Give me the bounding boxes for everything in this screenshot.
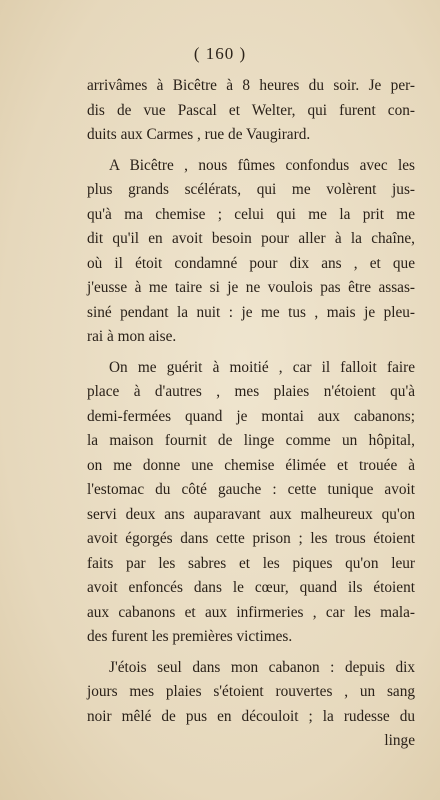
text-line: jours mes plaies s'étoient rouvertes , un sang [87,683,415,700]
text-line: siné pendant la nuit : je me tus , mais je pleu- [87,303,415,321]
text-line: avoit enfoncés dans le cœur, quand ils étoient [87,579,415,596]
text-line: j'eusse à me taire si je ne voulois pas être assas- [87,279,415,296]
paragraph [87,656,415,754]
text-line: servi deux ans auparavant aux malheureux qu'on [87,505,415,523]
text-line: place à d'autres , mes plaies n'étoient qu'à [87,383,415,400]
text-line: où il étoit condamné pour dix ans , et que [87,254,415,272]
text-line: dit qu'il en avoit besoin pour aller à la chaîne, [87,230,415,247]
text-line: duits aux Carmes , rue de Vaugirard. [87,126,311,143]
text-line: des furent les premières victimes. [87,628,293,645]
text-line: faits par les sabres et les piques qu'on leur [87,554,415,572]
text-line: dis de vue Pascal et Welter, qui furent con- [87,101,415,119]
page-number: ( 160 ) [193,44,247,63]
text-line: arrivâmes à Bicêtre à 8 heures du soir. Je per- [87,77,415,94]
text-line: qu'à ma chemise ; celui qui me la prit me [87,205,415,223]
text-line: plus grands scélérats, qui me volèrent jus- [87,181,415,198]
text-line: la maison fournit de linge comme un hôpital, [87,432,415,449]
text-line: rai à mon aise. [87,328,177,345]
text-line: noir mêlé de pus en découloit ; la rudesse du [87,707,415,725]
text-line: A Bicêtre , nous fûmes confondus avec les [109,156,415,174]
text-line: demi-fermées quand je montai aux cabanons; [87,407,415,425]
text-line: l'estomac du côté gauche : cette tunique avoit [87,481,415,498]
catchword: linge [384,732,415,749]
text-line: avoit égorgés dans cette prison ; les trous étoient [87,530,415,547]
text-line: On me guérit à moitié , car il falloit faire [109,358,415,376]
paragraph [87,356,415,650]
paragraph [87,74,415,148]
text-line: on me donne une chemise élimée et trouée à [87,456,415,474]
paragraph [87,154,415,350]
text-line: aux cabanons et aux infirmeries , car les mala- [87,603,415,621]
text-line: J'étois seul dans mon cabanon : depuis dix [109,658,415,676]
body-text [87,74,415,754]
